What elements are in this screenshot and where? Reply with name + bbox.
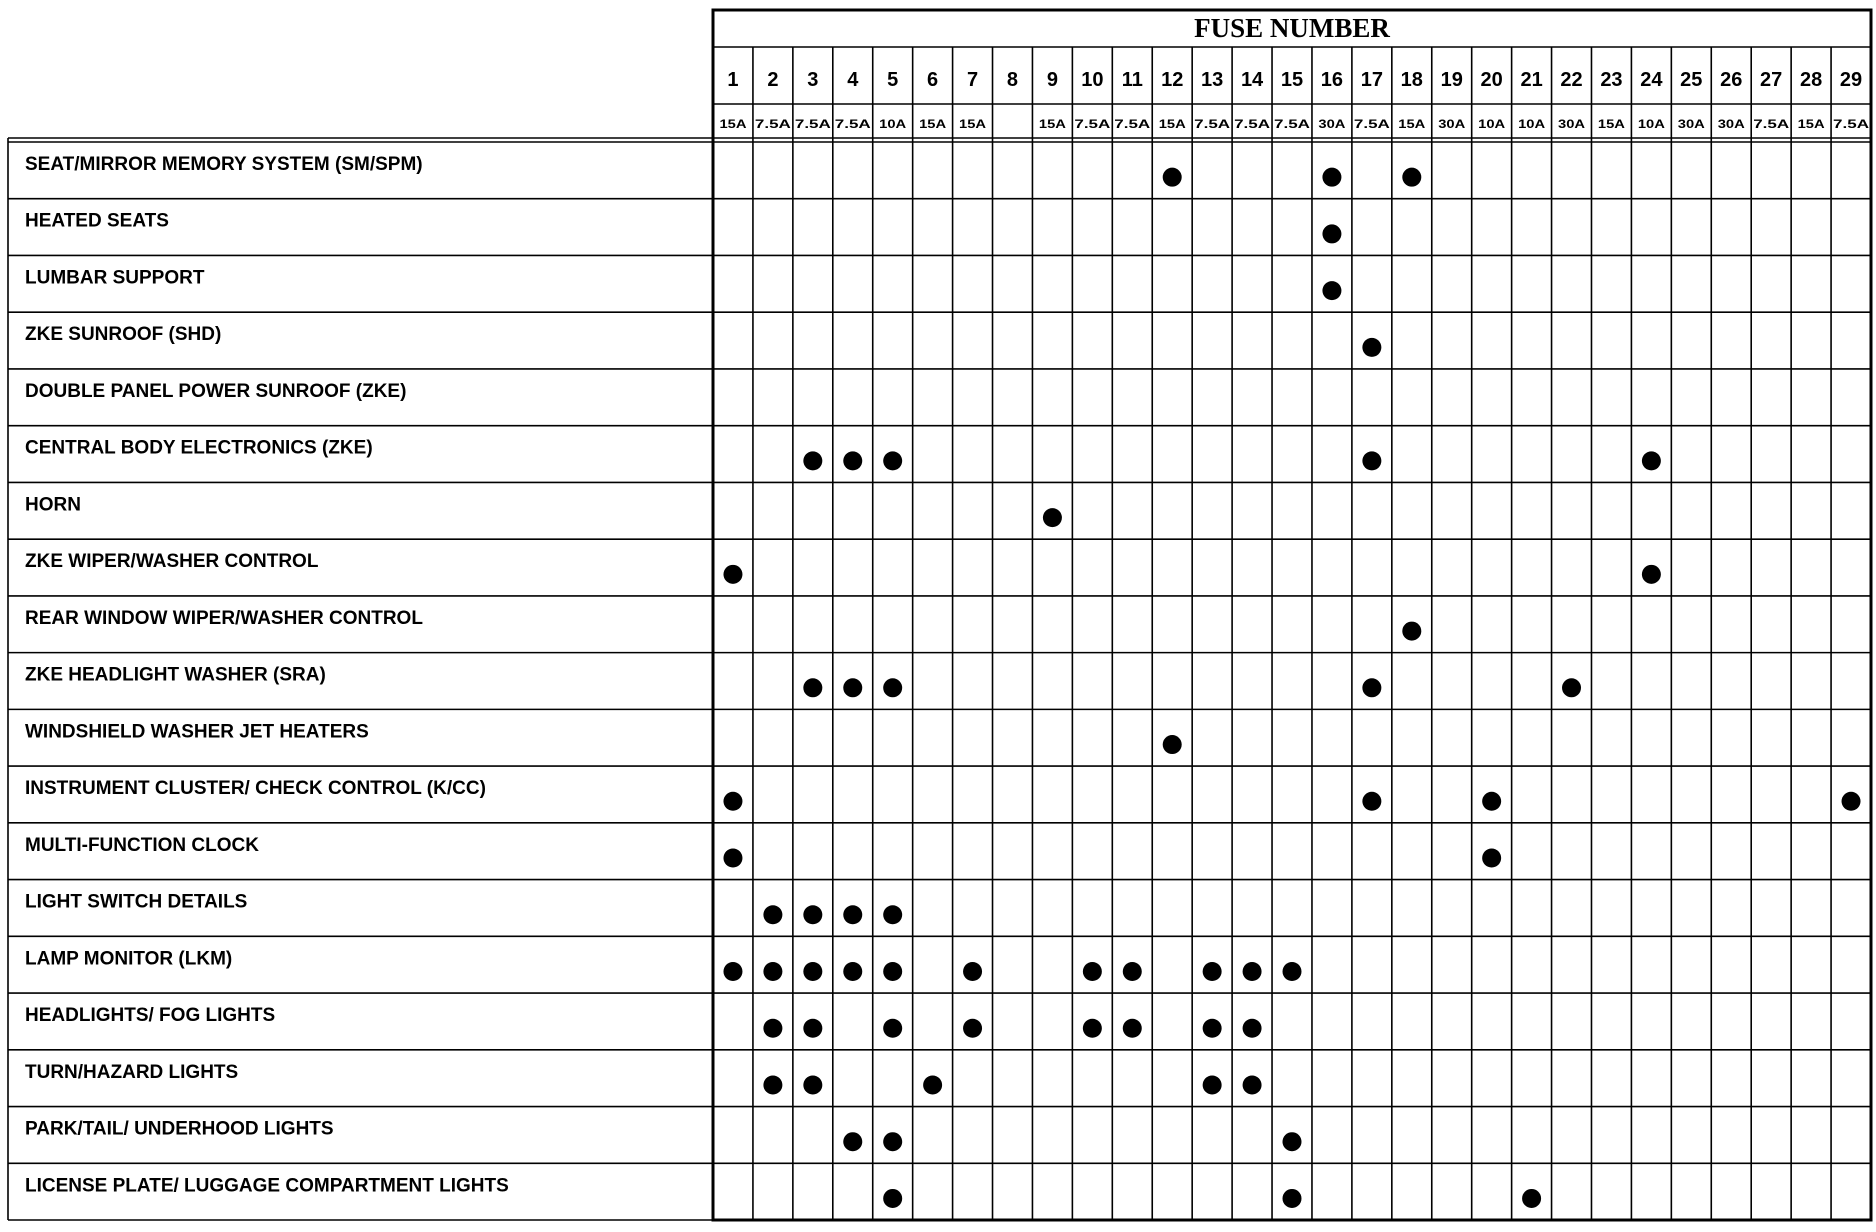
fuse-number-23: 23 xyxy=(1600,69,1623,91)
fuse-rating-19: 30A xyxy=(1438,117,1466,131)
fuse-rating-13: 7.5A xyxy=(1194,117,1231,131)
fuse-rating-28: 15A xyxy=(1797,117,1826,131)
system-label: MULTI-FUNCTION CLOCK xyxy=(25,834,259,856)
system-row xyxy=(25,778,1861,811)
fuse-rating-12: 15A xyxy=(1158,117,1187,131)
fuse-dot-1 xyxy=(723,565,742,584)
fuse-dot-20 xyxy=(1482,792,1501,811)
fuse-number-9: 9 xyxy=(1046,69,1058,91)
system-label: PARK/TAIL/ UNDERHOOD LIGHTS xyxy=(25,1118,334,1140)
fuse-number-18: 18 xyxy=(1400,69,1423,91)
system-label: ZKE HEADLIGHT WASHER (SRA) xyxy=(25,664,326,686)
system-row xyxy=(25,721,1182,754)
fuse-header xyxy=(719,69,1869,131)
system-row xyxy=(25,324,1381,357)
fuse-dot-3 xyxy=(803,1019,822,1038)
fuse-rating-7: 15A xyxy=(959,117,987,131)
fuse-dot-16 xyxy=(1322,224,1341,243)
system-row xyxy=(25,551,1661,584)
fuse-rating-23: 15A xyxy=(1597,117,1626,131)
fuse-dot-11 xyxy=(1123,1019,1142,1038)
fuse-dot-2 xyxy=(763,1019,782,1038)
system-row xyxy=(25,381,406,402)
fuse-dot-21 xyxy=(1522,1189,1541,1208)
fuse-number-12: 12 xyxy=(1161,69,1184,91)
fuse-number-13: 13 xyxy=(1201,69,1224,91)
fuse-rating-25: 30A xyxy=(1677,117,1706,131)
system-row xyxy=(25,665,1581,698)
system-row xyxy=(25,1005,1262,1038)
fuse-dot-24 xyxy=(1642,565,1661,584)
fuse-number-25: 25 xyxy=(1680,69,1703,91)
fuse-dot-5 xyxy=(883,451,902,470)
fuse-rating-9: 15A xyxy=(1038,117,1067,131)
fuse-dot-15 xyxy=(1283,962,1302,981)
fuse-number-16: 16 xyxy=(1320,69,1344,91)
fuse-rating-21: 10A xyxy=(1518,117,1546,131)
fuse-number-24: 24 xyxy=(1640,69,1663,91)
fuse-dot-4 xyxy=(843,678,862,697)
fuse-dot-5 xyxy=(883,1019,902,1038)
system-row xyxy=(25,154,1421,187)
system-label: REAR WINDOW WIPER/WASHER CONTROL xyxy=(25,607,423,629)
fuse-rating-2: 7.5A xyxy=(754,117,792,131)
fuse-number-3: 3 xyxy=(807,69,819,91)
fuse-dot-13 xyxy=(1203,962,1222,981)
fuse-dot-15 xyxy=(1283,1132,1302,1151)
fuse-dot-9 xyxy=(1043,508,1062,527)
fuse-number-17: 17 xyxy=(1360,69,1383,91)
fuse-dot-7 xyxy=(963,1019,982,1038)
fuse-dot-2 xyxy=(763,905,782,924)
fuse-dot-14 xyxy=(1243,1019,1262,1038)
system-label: LIGHT SWITCH DETAILS xyxy=(25,891,248,913)
fuse-rating-18: 15A xyxy=(1398,117,1426,131)
fuse-dot-13 xyxy=(1203,1019,1222,1038)
fuse-dot-18 xyxy=(1402,168,1421,187)
fuse-rating-27: 7.5A xyxy=(1753,117,1790,131)
fuse-number-10: 10 xyxy=(1081,69,1104,91)
fuse-dot-16 xyxy=(1322,168,1341,187)
system-row xyxy=(25,1062,1262,1095)
fuse-dot-10 xyxy=(1083,1019,1102,1038)
fuse-number-22: 22 xyxy=(1560,69,1583,91)
fuse-dot-4 xyxy=(843,451,862,470)
fuse-dot-5 xyxy=(883,962,902,981)
fuse-rating-14: 7.5A xyxy=(1234,117,1271,131)
fuse-dot-10 xyxy=(1083,962,1102,981)
system-label: ZKE WIPER/WASHER CONTROL xyxy=(25,551,319,573)
system-label: LICENSE PLATE/ LUGGAGE COMPARTMENT LIGHTS xyxy=(25,1175,509,1197)
system-label: LAMP MONITOR (LKM) xyxy=(25,948,233,970)
system-row xyxy=(25,211,1341,244)
fuse-number-21: 21 xyxy=(1520,69,1543,91)
system-label: HEADLIGHTS/ FOG LIGHTS xyxy=(25,1005,276,1027)
fuse-number-6: 6 xyxy=(927,69,939,91)
system-row xyxy=(25,1119,1302,1152)
fuse-dot-1 xyxy=(723,849,742,868)
fuse-number-11: 11 xyxy=(1121,69,1143,91)
fuse-number-19: 19 xyxy=(1440,69,1463,91)
fuse-dot-6 xyxy=(923,1075,942,1094)
fuse-number-15: 15 xyxy=(1280,69,1304,91)
fuse-dot-15 xyxy=(1283,1189,1302,1208)
system-label: WINDSHIELD WASHER JET HEATERS xyxy=(25,721,369,743)
fuse-rating-1: 15A xyxy=(719,117,747,131)
system-label: SEAT/MIRROR MEMORY SYSTEM (SM/SPM) xyxy=(25,154,423,175)
fuse-rating-20: 10A xyxy=(1478,117,1506,131)
fuse-dot-16 xyxy=(1322,281,1341,300)
system-row xyxy=(25,438,1661,471)
fuse-dot-2 xyxy=(763,962,782,981)
fuse-rating-16: 30A xyxy=(1318,117,1346,131)
fuse-dot-2 xyxy=(763,1075,782,1094)
fuse-dot-14 xyxy=(1243,962,1262,981)
system-row xyxy=(25,494,1062,527)
fuse-dot-3 xyxy=(803,905,822,924)
chart-title: FUSE NUMBER xyxy=(1194,13,1390,43)
fuse-dot-12 xyxy=(1163,168,1182,187)
fuse-rating-5: 10A xyxy=(879,117,907,131)
system-row xyxy=(25,835,1501,868)
fuse-dot-3 xyxy=(803,451,822,470)
fuse-number-2: 2 xyxy=(767,69,779,91)
fuse-dot-5 xyxy=(883,1189,902,1208)
fuse-dot-18 xyxy=(1402,622,1421,641)
fuse-number-28: 28 xyxy=(1799,69,1823,91)
fuse-dot-1 xyxy=(723,792,742,811)
fuse-number-5: 5 xyxy=(887,69,899,91)
fuse-dot-5 xyxy=(883,678,902,697)
system-label: HEATED SEATS xyxy=(25,210,169,232)
fuse-dot-3 xyxy=(803,678,822,697)
fuse-rating-24: 10A xyxy=(1637,117,1666,131)
fuse-dot-22 xyxy=(1562,678,1581,697)
fuse-dot-13 xyxy=(1203,1075,1222,1094)
fuse-rating-22: 30A xyxy=(1558,117,1586,131)
system-row xyxy=(25,948,1302,981)
fuse-dot-7 xyxy=(963,962,982,981)
fuse-dot-1 xyxy=(723,962,742,981)
fuse-rating-29: 7.5A xyxy=(1833,117,1870,131)
fuse-dot-14 xyxy=(1243,1075,1262,1094)
fuse-dot-3 xyxy=(803,1075,822,1094)
fuse-rating-17: 7.5A xyxy=(1353,117,1391,131)
fuse-dot-4 xyxy=(843,1132,862,1151)
fuse-dot-17 xyxy=(1362,678,1381,697)
system-label: HORN xyxy=(25,494,81,516)
system-row xyxy=(25,1175,1541,1208)
system-row xyxy=(25,267,1341,300)
fuse-dot-17 xyxy=(1362,792,1381,811)
system-label: ZKE SUNROOF (SHD) xyxy=(25,324,222,346)
fuse-dot-24 xyxy=(1642,451,1661,470)
fuse-dot-29 xyxy=(1842,792,1861,811)
fuse-number-27: 27 xyxy=(1760,69,1783,91)
fuse-number-26: 26 xyxy=(1720,69,1743,91)
fuse-dot-17 xyxy=(1362,451,1381,470)
fuse-rating-11: 7.5A xyxy=(1114,117,1151,131)
fuse-dot-5 xyxy=(883,1132,902,1151)
fuse-number-7: 7 xyxy=(966,69,979,91)
fuse-rating-15: 7.5A xyxy=(1274,117,1311,131)
fuse-number-8: 8 xyxy=(1006,69,1019,91)
fuse-dot-5 xyxy=(883,905,902,924)
fuse-dot-17 xyxy=(1362,338,1381,357)
fuse-rating-6: 15A xyxy=(919,117,947,131)
fuse-number-1: 1 xyxy=(727,69,739,91)
fuse-dot-20 xyxy=(1482,849,1501,868)
fuse-dot-4 xyxy=(843,905,862,924)
fuse-dot-11 xyxy=(1123,962,1142,981)
fuse-number-29: 29 xyxy=(1839,69,1863,91)
fuse-number-4: 4 xyxy=(847,69,859,91)
fuse-number-20: 20 xyxy=(1480,69,1503,91)
system-label: TURN/HAZARD LIGHTS xyxy=(25,1061,239,1083)
system-label: DOUBLE PANEL POWER SUNROOF (ZKE) xyxy=(25,380,407,402)
fuse-dot-3 xyxy=(803,962,822,981)
fuse-grid-border xyxy=(713,10,1871,1220)
fuse-rating-3: 7.5A xyxy=(794,117,832,131)
fuse-rating-10: 7.5A xyxy=(1074,117,1111,131)
system-label: CENTRAL BODY ELECTRONICS (ZKE) xyxy=(25,437,373,459)
fuse-rating-26: 30A xyxy=(1717,117,1746,131)
fuse-dot-12 xyxy=(1163,735,1182,754)
system-label: INSTRUMENT CLUSTER/ CHECK CONTROL (K/CC) xyxy=(25,778,486,800)
system-row xyxy=(25,892,902,925)
fuse-number-14: 14 xyxy=(1240,69,1264,91)
fuse-rating-4: 7.5A xyxy=(834,117,872,131)
system-row xyxy=(25,608,1421,641)
fuse-dot-4 xyxy=(843,962,862,981)
system-label: LUMBAR SUPPORT xyxy=(25,267,205,289)
